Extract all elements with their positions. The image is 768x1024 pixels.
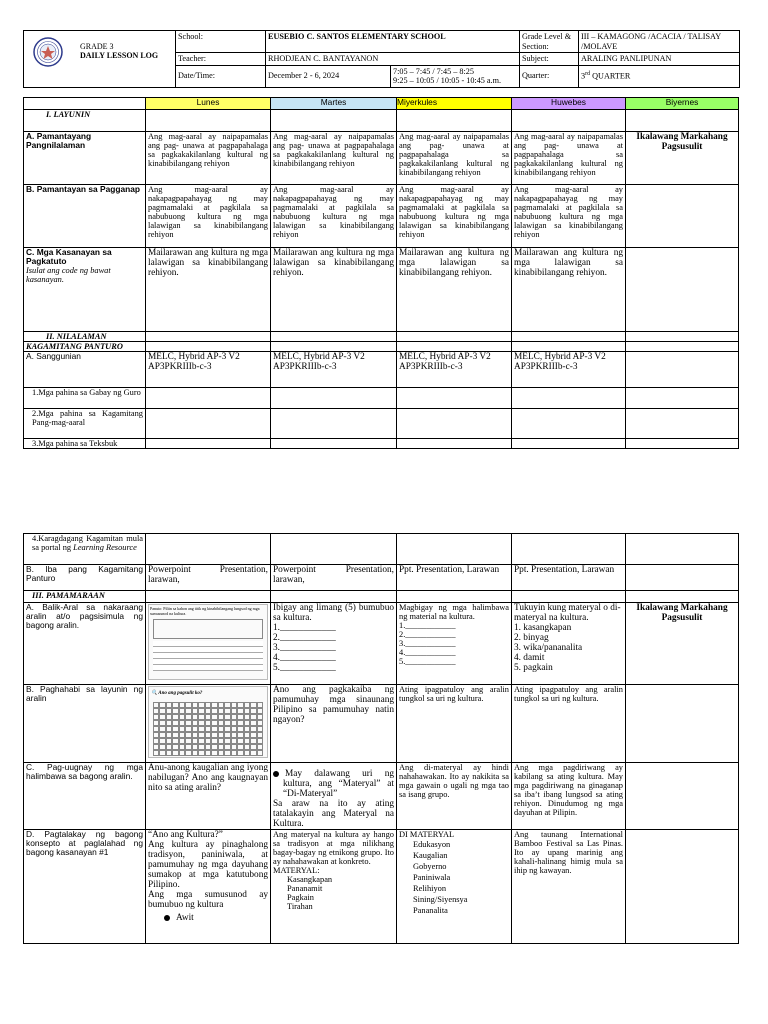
paglalahad-martes-heading: MATERYAL: bbox=[273, 866, 320, 875]
paglalahad-martes-item-3: Pagkain bbox=[287, 893, 314, 902]
pamantayang-martes: Ang mag-aaral ay naipapamalas ang pag- unawa at pagpapahalaga sa pagkakakilanlang kultural ng kinabibilangang rehiyon bbox=[271, 132, 397, 185]
paglalahad-martes-item-1: Kasangkapan bbox=[287, 875, 333, 884]
paghahabi-miyerkules: Ating ipagpatuloy ang aralin tungkol sa uri ng kultura. bbox=[397, 685, 512, 763]
row-label-kagamitang-pangmagaaral: 2.Mga pahina sa Kagamitang Pang-mag-aaral bbox=[24, 409, 146, 439]
iba-lunes: Powerpoint Presentation, larawan, bbox=[146, 565, 271, 591]
pamantayang-huwebes: Ang mag-aaral ay naipapamalas ang pag- unawa at pagpapahalaga sa pagkakakilanlang kultural ng kinabibilangang rehiyon bbox=[512, 132, 626, 185]
balik-miyerkules-line-1: 1.____________ bbox=[399, 621, 456, 630]
quarter-number: 3 bbox=[581, 72, 586, 82]
row-label-pagganap: B. Pamantayan sa Pagganap bbox=[24, 185, 146, 248]
paglalahad-miyerkules-heading: DI MATERYAL bbox=[399, 830, 455, 839]
lesson-table-page2 bbox=[23, 533, 739, 944]
iba-martes: Powerpoint Presentation, larawan, bbox=[271, 565, 397, 591]
section-kagamitan: KAGAMITANG PANTURO bbox=[24, 342, 146, 352]
paghahabi-lunes bbox=[146, 685, 271, 763]
worksheet-image bbox=[148, 604, 268, 680]
kasanayan-lunes: Mailarawan ang kultura ng mga lalawigan sa kinabibilangang rehiyon. bbox=[146, 248, 271, 332]
balik-huwebes-item-1: 1. kasangkapan bbox=[514, 623, 572, 633]
day-header-biyernes: Biyernes bbox=[626, 98, 739, 110]
school-value: EUSEBIO C. SANTOS ELEMENTARY SCHOOL bbox=[266, 31, 520, 53]
sanggunian-martes-1: MELC, Hybrid AP-3 V2 bbox=[273, 352, 365, 362]
day-header-miyerkules: Miyerkules bbox=[397, 98, 512, 110]
row-label-pamantayang: A. Pamantayang Pangnilalaman bbox=[24, 132, 146, 185]
day-header-lunes: Lunes bbox=[146, 98, 271, 110]
quarter-suffix: rd bbox=[585, 71, 591, 78]
teacher-label: Teacher: bbox=[176, 53, 266, 66]
karagdagang-italic: Learning Resource bbox=[73, 543, 137, 552]
sanggunian-miyerkules-2: AP3PKRIIIb-c-3 bbox=[399, 362, 463, 372]
section-layunin: I. LAYUNIN bbox=[24, 110, 146, 132]
paguugnay-huwebes: Ang mga pagdiriwang ay kabilang sa ating kultura. May mga pagdiriwang na ginaganap sa iba’t ibang lungsod sa ating rehiyon. Dinudumog ng mga dayuhan at Pilipin. bbox=[512, 763, 626, 830]
balik-huwebes-item-4: 4. damit bbox=[514, 653, 545, 663]
wordsearch-cell bbox=[257, 750, 263, 756]
balik-huwebes bbox=[512, 603, 626, 685]
paglalahad-miyerkules-item-3: Gobyerno bbox=[413, 862, 447, 871]
sanggunian-lunes-1: MELC, Hybrid AP-3 V2 bbox=[148, 352, 240, 362]
paglalahad-miyerkules-item-6: Sining/Siyensya bbox=[413, 895, 468, 904]
paguugnay-martes-rest: Sa araw na ito ay ating tatalakayin ang Materyal na Kultura. bbox=[273, 799, 394, 829]
paguugnay-martes bbox=[271, 763, 397, 830]
friday-note-2: Ikalawang Markahang Pagsusulit bbox=[626, 603, 739, 685]
time-line-2: 9:25 – 10:05 / 10:05 - 10:45 a.m. bbox=[393, 76, 502, 85]
paglalahad-miyerkules-item-7: Pananalita bbox=[413, 906, 448, 915]
school-label: School: bbox=[176, 31, 266, 53]
balik-lunes bbox=[146, 603, 271, 685]
wordsearch-caption: 🔍 Ano ang pagsulit ko? bbox=[151, 691, 203, 696]
date-value: December 2 - 6, 2024 bbox=[266, 65, 391, 87]
paguugnay-martes-bullet-text: May dalawang uri ng kultura, ang “Materyal” at “Di-Materyal” bbox=[283, 769, 394, 799]
balik-martes-line-2: 2.____________ bbox=[273, 633, 336, 643]
grade-label: GRADE 3 bbox=[80, 42, 114, 51]
day-header-huwebes: Huwebes bbox=[512, 98, 626, 110]
sanggunian-martes-2: AP3PKRIIIb-c-3 bbox=[273, 362, 337, 372]
day-header-martes: Martes bbox=[271, 98, 397, 110]
pagganap-huwebes: Ang mag-aaral ay nakapagpapahayag ng may pagmamalaki at pagkilala sa nabubuong kultura ng mga lalawigan sa kinabibilangang rehiyon bbox=[512, 185, 626, 248]
row-label-karagdagang bbox=[24, 534, 146, 565]
iba-miyerkules: Ppt. Presentation, Larawan bbox=[397, 565, 512, 591]
sanggunian-lunes-2: AP3PKRIIIb-c-3 bbox=[148, 362, 212, 372]
balik-miyerkules-line-2: 2.____________ bbox=[399, 630, 456, 639]
subject-value: ARALING PANLIPUNAN bbox=[579, 53, 740, 66]
pamantayang-lunes: Ang mag-aaral ay naipapamalas ang pag- unawa at pagpapahalaga sa pagkakakilanlang kultural ng kinabibilangang rehiyon bbox=[146, 132, 271, 185]
wordsearch-grid bbox=[153, 702, 263, 756]
time-value bbox=[391, 65, 520, 87]
worksheet-choices-box bbox=[153, 619, 263, 639]
balik-martes-line-1: 1.____________ bbox=[273, 623, 336, 633]
header-logo-cell bbox=[24, 31, 176, 88]
balik-miyerkules bbox=[397, 603, 512, 685]
row-label-gabay: 1.Mga pahina sa Gabay ng Guro bbox=[24, 388, 146, 409]
sanggunian-huwebes-2: AP3PKRIIIb-c-3 bbox=[514, 362, 578, 372]
balik-martes-line-4: 4.____________ bbox=[273, 653, 336, 663]
balik-martes-intro: Ibigay ang limang (5) bumubuo sa kultura. bbox=[273, 603, 394, 623]
balik-martes-line-5: 5.____________ bbox=[273, 663, 336, 673]
row-label-paghahabi: B. Paghahabi sa layunin ng aralin bbox=[24, 685, 146, 763]
sanggunian-huwebes bbox=[512, 352, 626, 388]
paglalahad-miyerkules-item-1: Edukasyon bbox=[413, 840, 451, 849]
balik-martes bbox=[271, 603, 397, 685]
datetime-label: Date/Time: bbox=[176, 65, 266, 87]
worksheet-lines bbox=[153, 641, 263, 671]
balik-huwebes-intro: Tukuyin kung materyal o di-materyal na kultura. bbox=[514, 603, 621, 623]
day-header-empty bbox=[24, 98, 146, 110]
deped-seal-icon bbox=[33, 37, 63, 67]
log-title: DAILY LESSON LOG bbox=[80, 51, 159, 60]
pamantayang-miyerkules: Ang mag-aaral ay naipapamalas ang pag- unawa at pagpapahalaga sa pagkakakilanlang kultural ng kinabibilangang rehiyon bbox=[397, 132, 512, 185]
time-line-1: 7:05 – 7:45 / 7:45 – 8:25 bbox=[393, 66, 474, 76]
karagdagang-text: 4.Karagdagang Kagamitan mula sa portal ng bbox=[32, 534, 143, 552]
kasanayan-huwebes: Mailarawan ang kultura ng mga lalawigan sa kinabibilangang rehiyon. bbox=[512, 248, 626, 332]
paglalahad-lunes-bullet-text: Awit bbox=[176, 913, 194, 923]
pagganap-miyerkules: Ang mag-aaral ay nakapagpapahayag ng may pagmamalaki at pagkilala sa nabubuong kultura ng mga lalawigan sa kinabibilangang rehiyon bbox=[397, 185, 512, 248]
balik-miyerkules-intro: Magbigay ng mga halimbawa ng material na kultura. bbox=[399, 603, 509, 621]
grade-section-label: Grade Level & Section: bbox=[520, 31, 579, 53]
paguugnay-martes-bullet bbox=[273, 769, 394, 799]
row-label-teksbuk: 3.Mga pahina sa Teksbuk bbox=[24, 439, 146, 449]
wordsearch-image bbox=[148, 686, 268, 758]
paghahabi-martes: Ano ang pagkakaiba ng pamumuhay mga sinaunang Pilipino sa pamumuhay natin ngayon? bbox=[271, 685, 397, 763]
paglalahad-lunes-title: “Ano ang Kultura?” bbox=[148, 830, 223, 840]
row-label-paglalahad: D. Pagtalakay ng bagong konsepto at paglalahad ng bagong kasanayan #1 bbox=[24, 830, 146, 944]
quarter-text: QUARTER bbox=[590, 72, 631, 82]
subject-label: Subject: bbox=[520, 53, 579, 66]
bullet-dot-icon bbox=[164, 915, 170, 921]
kasanayan-miyerkules: Mailarawan ang kultura ng mga lalawigan sa kinabibilangang rehiyon. bbox=[397, 248, 512, 332]
quarter-value bbox=[579, 65, 740, 87]
row-label-sanggunian: A. Sanggunian bbox=[24, 352, 146, 388]
paglalahad-lunes bbox=[146, 830, 271, 944]
balik-miyerkules-line-5: 5.____________ bbox=[399, 657, 456, 666]
paglalahad-martes-item-2: Pananamit bbox=[287, 884, 323, 893]
row-label-iba: B. Iba pang Kagamitang Panturo bbox=[24, 565, 146, 591]
paglalahad-lunes-text2: Ang mga sumusunod ay bumubuo ng kultura bbox=[148, 890, 268, 910]
row-label-balik-aral: A. Balik-Aral sa nakaraang aralin at/o pagsisimula ng bagong aralin. bbox=[24, 603, 146, 685]
wordsearch-caption-text: Ano ang pagsulit ko? bbox=[158, 691, 203, 696]
teacher-value: RHODJEAN C. BANTAYANON bbox=[266, 53, 520, 66]
balik-huwebes-item-2: 2. binyag bbox=[514, 633, 549, 643]
paglalahad-martes bbox=[271, 830, 397, 944]
kasanayan-martes: Mailarawan ang kultura ng mga lalawigan sa kinabibilangang rehiyon. bbox=[271, 248, 397, 332]
paglalahad-miyerkules-item-5: Relihiyon bbox=[413, 884, 447, 893]
row-label-kasanayan bbox=[24, 248, 146, 332]
sanggunian-huwebes-1: MELC, Hybrid AP-3 V2 bbox=[514, 352, 606, 362]
paglalahad-miyerkules-item-2: Kaugalian bbox=[413, 851, 448, 860]
paghahabi-huwebes: Ating ipagpatuloy ang aralin tungkol sa uri ng kultura. bbox=[512, 685, 626, 763]
sanggunian-miyerkules bbox=[397, 352, 512, 388]
section-nilalaman: II. NILALAMAN bbox=[24, 332, 146, 342]
quarter-label: Quarter: bbox=[520, 65, 579, 87]
balik-miyerkules-line-4: 4.____________ bbox=[399, 648, 456, 657]
friday-note-1: Ikalawang Markahang Pagsusulit bbox=[626, 132, 739, 185]
paguugnay-lunes: Anu-anong kaugalian ang iyong nabilugan? Ano ang kaugnayan nito sa ating aralin? bbox=[146, 763, 271, 830]
balik-huwebes-item-3: 3. wika/pananalita bbox=[514, 643, 583, 653]
worksheet-caption: Panuto: Piliin sa kahon ang titik ng kinabibilangang lungsod ng mga sumusunod na kultura. bbox=[150, 606, 260, 616]
balik-martes-line-3: 3.____________ bbox=[273, 643, 336, 653]
paglalahad-martes-text: Ang materyal na kultura ay hango sa tradisyon at mga nilikhang bagay-bagay ng etnikong grupo. Ito ay nahahawakan at konkreto. bbox=[273, 830, 394, 866]
sanggunian-lunes bbox=[146, 352, 271, 388]
paglalahad-lunes-bullet bbox=[148, 913, 268, 923]
paglalahad-martes-item-4: Tirahan bbox=[287, 902, 313, 911]
pagganap-lunes: Ang mag-aaral ay nakapagpapahayag ng may pagmamalaki at pagkilala sa nabubuong kultura ng mga lalawigan sa kinabibilangang rehiyon bbox=[146, 185, 271, 248]
row-label-paguugnay: C. Pag-uugnay ng mga halimbawa sa bagong aralin. bbox=[24, 763, 146, 830]
grade-section-value: III – KAMAGONG /ACACIA / TALISAY /MOLAVE bbox=[579, 31, 740, 53]
sanggunian-martes bbox=[271, 352, 397, 388]
kasanayan-title: C. Mga Kasanayan sa Pagkatuto bbox=[26, 247, 112, 266]
balik-miyerkules-line-3: 3.____________ bbox=[399, 639, 456, 648]
section-pamamaraan: III. PAMAMARAAN bbox=[24, 591, 146, 603]
sanggunian-miyerkules-1: MELC, Hybrid AP-3 V2 bbox=[399, 352, 491, 362]
paglalahad-miyerkules bbox=[397, 830, 512, 944]
iba-huwebes: Ppt. Presentation, Larawan bbox=[512, 565, 626, 591]
paglalahad-huwebes: Ang taunang International Bamboo Festival sa Las Pinas. Ito ay upang marinig ang kahali-halinang himig mula sa ihip ng kawayan. bbox=[512, 830, 626, 944]
paglalahad-miyerkules-item-4: Paniniwala bbox=[413, 873, 451, 882]
paguugnay-miyerkules: Ang di-materyal ay hindi nahahawakan. Ito ay nakikita sa mga gawain o ugali ng mga tao sa isang grupo. bbox=[397, 763, 512, 830]
pagganap-martes: Ang mag-aaral ay nakapagpapahayag ng may pagmamalaki at pagkilala sa nabubuong kultura ng mga lalawigan sa kinabibilangang rehiyon bbox=[271, 185, 397, 248]
lesson-table-page1 bbox=[23, 97, 739, 449]
balik-huwebes-item-5: 5. pagkain bbox=[514, 663, 553, 673]
bullet-dot-icon bbox=[273, 771, 279, 777]
paglalahad-lunes-text: Ang kultura ay pinaghalong tradisyon, paniniwala, at pamumuhay ng mga dayuhang sumakop at mga katutubong Pilipino. bbox=[148, 840, 268, 890]
header-table bbox=[23, 30, 740, 88]
kasanayan-note: Isulat ang code ng bawat kasanayan. bbox=[26, 266, 111, 284]
